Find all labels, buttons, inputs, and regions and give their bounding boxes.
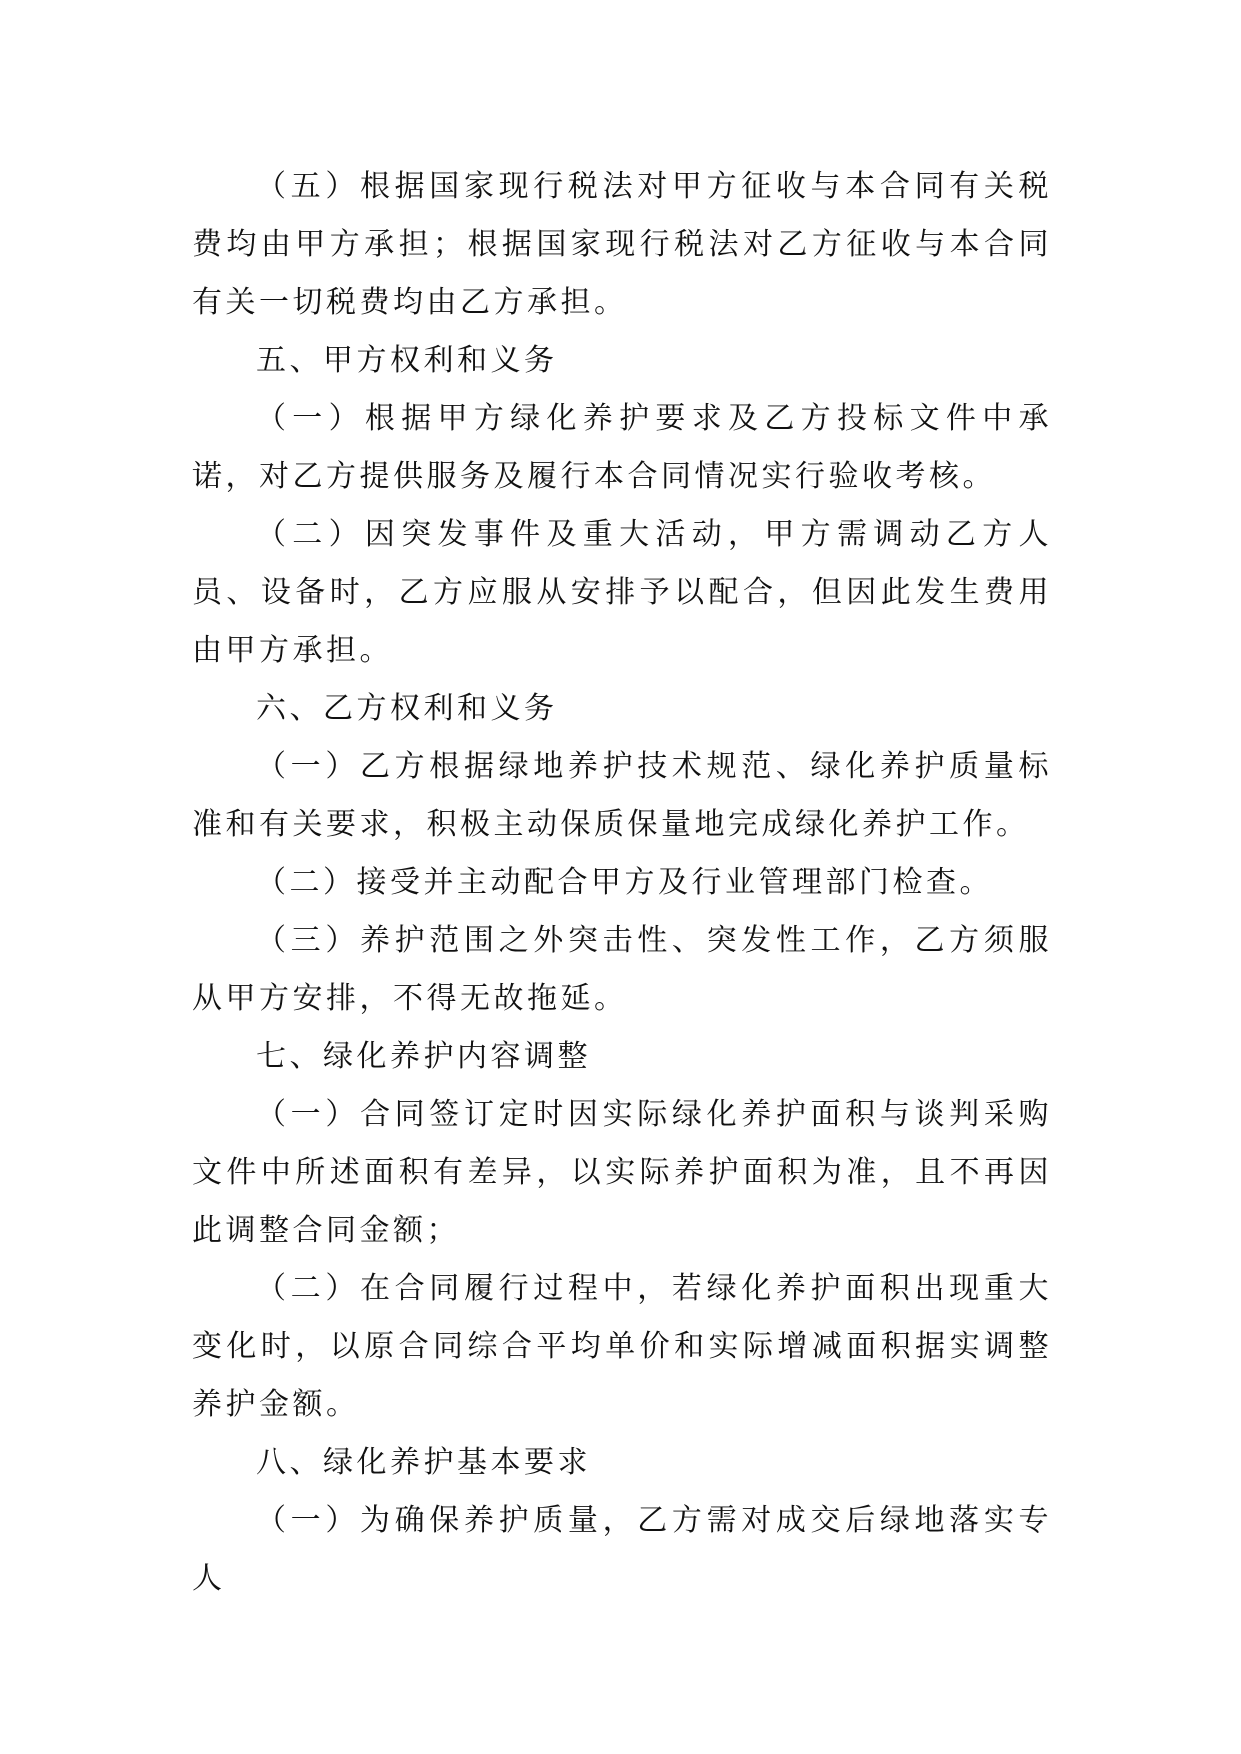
paragraph-party-b-item-3: （三）养护范围之外突击性、突发性工作，乙方须服从甲方安排，不得无故拖延。 [192, 923, 1052, 1016]
heading-content-adjustment: 七、绿化养护内容调整 [256, 1039, 591, 1074]
document-body [192, 158, 1052, 1608]
heading-party-a-rights: 五、甲方权利和义务 [256, 343, 558, 378]
paragraph-party-b-item-2: （二）接受并主动配合甲方及行业管理部门检查。 [256, 865, 993, 900]
paragraph-adjustment-item-2: （二）在合同履行过程中，若绿化养护面积出现重大变化时，以原合同综合平均单价和实际增减面积据实调整养护金额。 [192, 1271, 1052, 1422]
paragraph-party-a-item-2: （二）因突发事件及重大活动，甲方需调动乙方人员、设备时，乙方应服从安排予以配合，但因此发生费用由甲方承担。 [192, 517, 1052, 668]
heading-basic-requirements: 八、绿化养护基本要求 [256, 1445, 591, 1480]
paragraph-adjustment-item-1: （一）合同签订定时因实际绿化养护面积与谈判采购文件中所述面积有差异，以实际养护面积为准，且不再因此调整合同金额； [192, 1097, 1052, 1248]
paragraph-party-a-item-1: （一）根据甲方绿化养护要求及乙方投标文件中承诺，对乙方提供服务及履行本合同情况实行验收考核。 [192, 401, 1052, 494]
paragraph-tax-clause: （五）根据国家现行税法对甲方征收与本合同有关税费均由甲方承担；根据国家现行税法对乙方征收与本合同有关一切税费均由乙方承担。 [192, 169, 1052, 320]
paragraph-party-b-item-1: （一）乙方根据绿地养护技术规范、绿化养护质量标准和有关要求，积极主动保质保量地完成绿化养护工作。 [192, 749, 1052, 842]
paragraph-requirements-item-1: （一）为确保养护质量，乙方需对成交后绿地落实专人 [192, 1503, 1052, 1596]
heading-party-b-rights: 六、乙方权利和义务 [256, 691, 558, 726]
